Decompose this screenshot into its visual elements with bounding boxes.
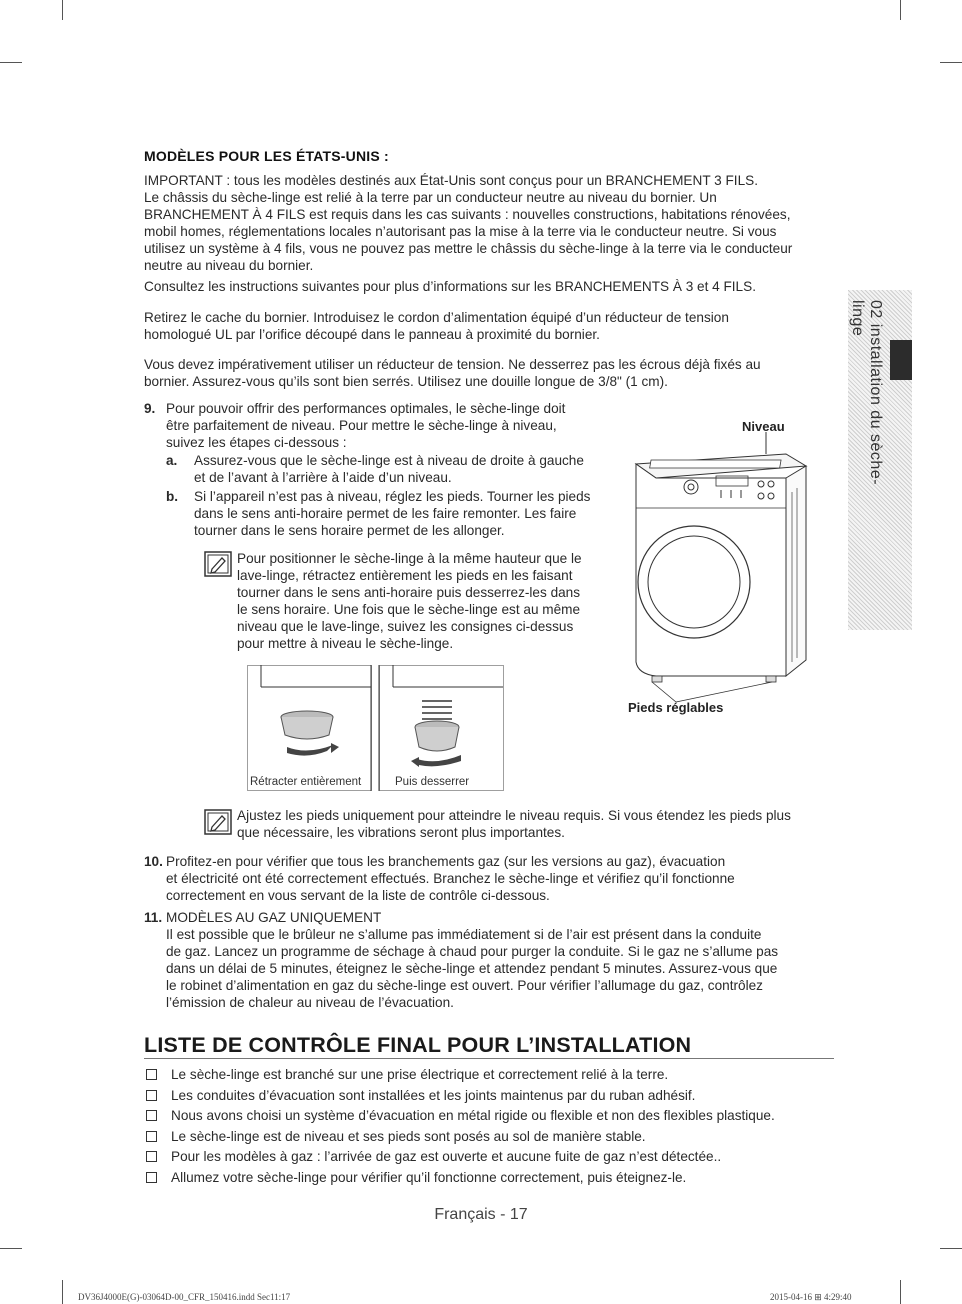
- text-line: correctement en vous servant de la liste de contrôle ci-dessous.: [166, 888, 550, 903]
- step-11-text: [166, 926, 856, 1011]
- text-line: mobil homes, réglementations locales n’autorisant pas la mise à la terre via le conducteur neutre. Si vous: [144, 224, 777, 239]
- checklist-item-label: Le sèche-linge est de niveau et ses pieds sont posés au sol de manière stable.: [171, 1128, 646, 1144]
- side-tab-label: 02 installation du sèche-linge: [849, 300, 884, 486]
- text-line: suivez les étapes ci-dessous :: [166, 435, 347, 450]
- text-line: Ajustez les pieds uniquement pour atteindre le niveau requis. Si vous étendez les pieds plus: [237, 808, 791, 823]
- text-line: Retirez le cache du bornier. Introduisez le cordon d’alimentation équipé d’un réducteur de tension: [144, 310, 729, 325]
- checklist-item: [146, 1169, 846, 1186]
- checkbox-icon[interactable]: [146, 1151, 157, 1162]
- crop-mark: [900, 1280, 901, 1304]
- text-line: le robinet d’alimentation en gaz du sèche-linge est ouvert. Pour vérifier l’allumage du gaz, contrôlez: [166, 978, 763, 993]
- text-line: dans un délai de 5 minutes, éteignez le sèche-linge et attendez pendant 5 minutes. Assurez-vous que: [166, 961, 778, 976]
- paragraph-important: [144, 172, 844, 274]
- checkbox-icon[interactable]: [146, 1131, 157, 1142]
- note-positioning: [237, 550, 617, 652]
- step-9a-text: [194, 452, 614, 486]
- checklist-item: [146, 1107, 846, 1124]
- text-line: IMPORTANT : tous les modèles destinés aux État-Unis sont conçus pour un BRANCHEMENT 3 FILS.: [144, 173, 758, 188]
- text-line: niveau que le lave-linge, suivez les consignes ci-dessus: [237, 619, 574, 634]
- text-line: lave-linge, rétractez entièrement les pieds en les faisant: [237, 568, 573, 583]
- text-line: l’émission de chaleur au niveau de l’évacuation.: [166, 995, 454, 1010]
- crop-mark: [940, 1248, 962, 1249]
- section-heading: MODÈLES POUR LES ÉTATS-UNIS :: [144, 148, 389, 164]
- text-line: BRANCHEMENT À 4 FILS est requis dans les cas suivants : nouvelles constructions, habitations rénovées,: [144, 207, 791, 222]
- text-line: le sens horaire. Une fois que le sèche-linge est au même: [237, 602, 581, 617]
- text-line: utilisez un système à 4 fils, vous ne pouvez pas mettre le châssis du sèche-linge à la terre via le conducteur: [144, 241, 793, 256]
- crop-mark: [62, 1280, 63, 1304]
- checklist-item-label: Le sèche-linge est branché sur une prise électrique et correctement relié à la terre.: [171, 1067, 669, 1082]
- caption-loosen: Puis desserrer: [395, 776, 470, 788]
- checklist-item: [146, 1087, 846, 1104]
- label-level: Niveau: [742, 419, 785, 434]
- checkbox-icon[interactable]: [146, 1069, 157, 1080]
- checklist-item: [146, 1128, 846, 1145]
- text-line: et de l’avant à l’arrière à l’aide d’un niveau.: [194, 470, 452, 485]
- dryer-illustration: [616, 432, 816, 702]
- crop-mark: [900, 0, 901, 20]
- text-line: neutre au niveau du bornier.: [144, 258, 314, 273]
- step-9b-text: [194, 488, 624, 539]
- crop-mark: [940, 62, 962, 63]
- checklist: [146, 1066, 846, 1186]
- note-adjust-feet: [237, 807, 837, 841]
- title-divider: [144, 1058, 834, 1059]
- text-line: dans le sens anti-horaire permet de les faire remonter. Les faire: [194, 506, 577, 521]
- checkbox-icon[interactable]: [146, 1110, 157, 1121]
- note-icon: [204, 809, 232, 835]
- checklist-item-label: Allumez votre sèche-linge pour vérifier qu’il fonctionne correctement, puis éteignez-le.: [171, 1169, 687, 1185]
- paragraph-terminal: [144, 309, 844, 343]
- checklist-title: LISTE DE CONTRÔLE FINAL POUR L’INSTALLATION: [144, 1033, 692, 1057]
- step-11-title: MODÈLES AU GAZ UNIQUEMENT: [166, 910, 382, 925]
- checklist-item-label: Les conduites d’évacuation sont installées et les joints maintenus par du ruban adhésif.: [171, 1087, 696, 1103]
- text-line: Si l’appareil n’est pas à niveau, réglez les pieds. Tourner les pieds: [194, 489, 591, 504]
- checkbox-icon[interactable]: [146, 1090, 157, 1101]
- checklist-item: [146, 1148, 846, 1165]
- step-9b-label: b.: [166, 489, 179, 504]
- step-11-number: 11.: [144, 910, 163, 925]
- text-line: être parfaitement de niveau. Pour mettre le sèche-linge à niveau,: [166, 418, 557, 433]
- text-line: Assurez-vous que le sèche-linge est à niveau de droite à gauche: [194, 453, 584, 468]
- step-9-text: [166, 400, 606, 451]
- checklist-item: [146, 1066, 846, 1083]
- label-adjustable-feet: Pieds réglables: [628, 700, 724, 715]
- text-line: Pour pouvoir offrir des performances optimales, le sèche-linge doit: [166, 401, 566, 416]
- step-9-number: 9.: [144, 401, 156, 416]
- caption-retract: Rétracter entièrement: [250, 776, 362, 788]
- crop-mark: [0, 1248, 22, 1249]
- step-10-text: [166, 853, 846, 904]
- text-line: Pour positionner le sèche-linge à la même hauteur que le: [237, 551, 582, 566]
- paragraph-consult: Consultez les instructions suivantes pour plus d’informations sur les BRANCHEMENTS À 3 et 4 FILS.: [144, 279, 756, 294]
- text-line: Profitez-en pour vérifier que tous les branchements gaz (sur les versions au gaz), évacuation: [166, 854, 726, 869]
- text-line: Il est possible que le brûleur ne s’allume pas immédiatement si de l’air est présent dans la conduite: [166, 927, 762, 942]
- step-9a-label: a.: [166, 453, 178, 468]
- crop-mark: [0, 62, 22, 63]
- text-line: bornier. Assurez-vous qu’ils sont bien serrés. Utilisez une douille longue de 3/8" (1 cm).: [144, 374, 668, 389]
- text-line: homologué UL par l’orifice découpé dans le panneau à proximité du bornier.: [144, 327, 600, 342]
- text-line: tourner dans le sens anti-horaire puis desserrez-les dans: [237, 585, 581, 600]
- text-line: Le châssis du sèche-linge est relié à la terre par un conducteur neutre au niveau du bornier. Un: [144, 190, 717, 205]
- step-10-number: 10.: [144, 854, 163, 869]
- crop-mark: [62, 0, 63, 20]
- text-line: Vous devez impérativement utiliser un réducteur de tension. Ne desserrez pas les écrous déjà fixés au: [144, 357, 761, 372]
- note-icon: [204, 551, 232, 577]
- print-file-info: DV36J4000E(G)-03064D-00_CFR_150416.indd Sec11:17: [78, 1292, 291, 1302]
- page-number: Français - 17: [434, 1206, 528, 1223]
- text-line: et électricité ont été correctement effectués. Branchez le sèche-linge et vérifiez qu’il fonctionne: [166, 871, 735, 886]
- checklist-item-label: Pour les modèles à gaz : l’arrivée de gaz est ouverte et aucune fuite de gaz n’est détectée..: [171, 1149, 722, 1164]
- text-line: tourner dans le sens horaire permet de les allonger.: [194, 523, 505, 538]
- side-tab-marker: [890, 340, 912, 380]
- checklist-item-label: Nous avons choisi un système d’évacuation en métal rigide ou flexible et non des flexibles plastique.: [171, 1108, 775, 1123]
- text-line: que nécessaire, les vibrations seront plus importantes.: [237, 825, 565, 840]
- checkbox-icon[interactable]: [146, 1172, 157, 1183]
- paragraph-strain-relief: [144, 356, 844, 390]
- text-line: de gaz. Lancez un programme de séchage à chaud pour purger la conduite. Si le gaz ne s’allume pas: [166, 944, 779, 959]
- text-line: pour mettre à niveau le sèche-linge.: [237, 636, 454, 651]
- print-date-info: 2015-04-16 ⊞ 4:29:40: [770, 1292, 852, 1302]
